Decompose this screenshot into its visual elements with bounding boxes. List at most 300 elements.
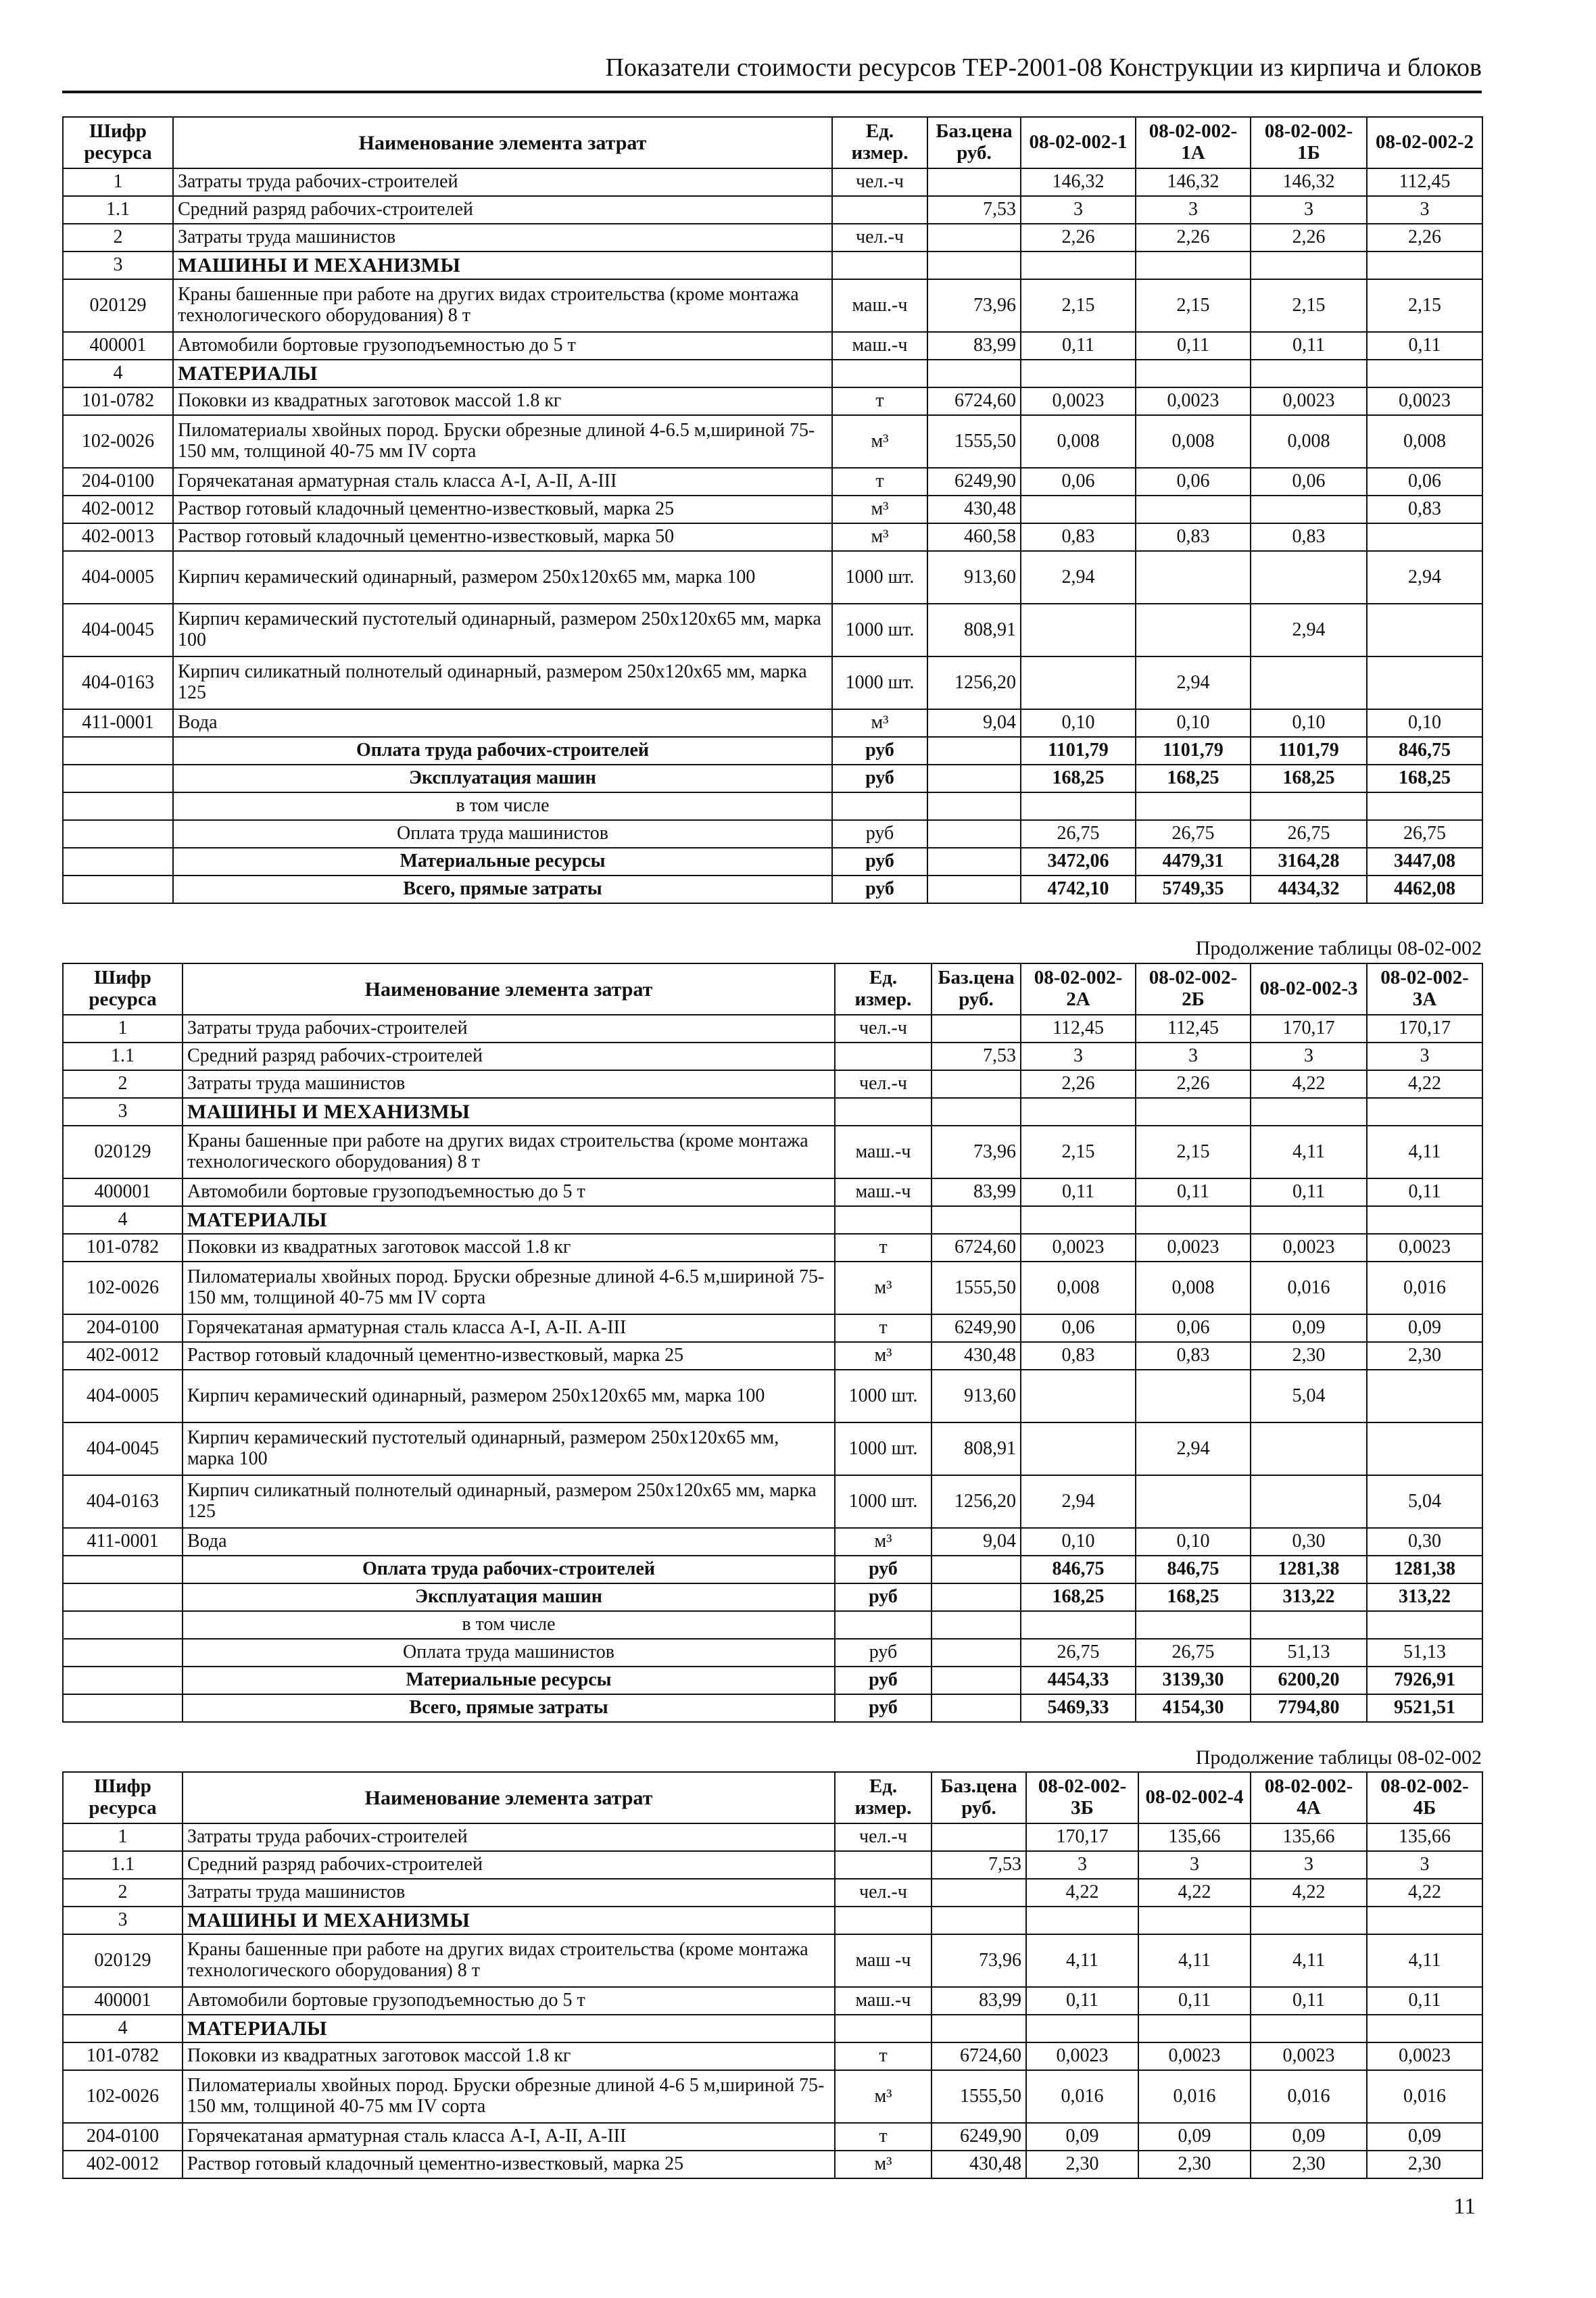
variant-value-cell: 0,10 xyxy=(1136,709,1251,737)
col-code-header: Шифр ресурса xyxy=(63,963,183,1015)
resource-code-cell: 402-0013 xyxy=(63,523,173,551)
variant-value-cell: 3 xyxy=(1367,1043,1482,1070)
base-price-cell: 808,91 xyxy=(932,1422,1021,1475)
table-row xyxy=(63,1015,1482,1043)
variant-value-cell: 2,30 xyxy=(1026,2151,1138,2178)
unit-cell: м³ xyxy=(835,2070,932,2123)
cost-element-name-cell: Краны башенные при работе на других видах строительства (кроме монтажа технологического оборудования) 8 т xyxy=(183,1934,835,1987)
resource-code-cell: 402-0012 xyxy=(63,1342,183,1370)
resource-code-cell: 404-0005 xyxy=(63,1370,183,1422)
resource-code-cell: 1.1 xyxy=(63,196,173,224)
cost-element-name-cell: Поковки из квадратных заготовок массой 1.8 кг xyxy=(183,2042,835,2070)
table-row xyxy=(63,1987,1482,2015)
variant-value-cell xyxy=(1367,252,1482,279)
variant-value-cell: 0,06 xyxy=(1251,468,1367,496)
variant-value-cell: 0,0023 xyxy=(1136,387,1251,415)
table-row xyxy=(63,1314,1482,1342)
variant-value-cell xyxy=(1021,252,1136,279)
variant-value-cell: 7926,91 xyxy=(1367,1667,1482,1694)
variant-value-cell: 3447,08 xyxy=(1367,848,1482,876)
base-price-cell xyxy=(932,1098,1021,1126)
table-body xyxy=(63,168,1482,903)
resource-code-cell: 4 xyxy=(63,360,173,387)
unit-cell: м³ xyxy=(835,1342,932,1370)
variant-value-cell xyxy=(1251,1098,1367,1126)
resource-code-cell: 204-0100 xyxy=(63,1314,183,1342)
col-variant-header: 08-02-002-2 xyxy=(1367,117,1482,168)
variant-value-cell: 5749,35 xyxy=(1136,876,1251,903)
base-price-cell xyxy=(932,1694,1021,1722)
variant-value-cell: 0,09 xyxy=(1367,2123,1482,2151)
base-price-cell: 6724,60 xyxy=(932,2042,1026,2070)
variant-value-cell: 170,17 xyxy=(1026,1823,1138,1851)
variant-value-cell: 4,11 xyxy=(1026,1934,1138,1987)
resource-code-cell xyxy=(63,1694,183,1722)
base-price-cell: 7,53 xyxy=(932,1851,1026,1879)
variant-value-cell: 135,66 xyxy=(1138,1823,1251,1851)
table-row xyxy=(63,1178,1482,1206)
variant-value-cell: 168,25 xyxy=(1021,1583,1136,1611)
col-variant-header: 08-02-002-4 xyxy=(1138,1772,1251,1823)
unit-cell xyxy=(832,360,927,387)
variant-value-cell: 2,94 xyxy=(1136,656,1251,709)
col-variant-header: 08-02-002-4Б xyxy=(1367,1772,1482,1823)
variant-value-cell: 0,10 xyxy=(1021,1528,1136,1556)
unit-cell xyxy=(832,792,927,820)
resource-code-cell: 1 xyxy=(63,1823,183,1851)
cost-element-name-cell: Всего, прямые затраты xyxy=(173,876,832,903)
page-title: Показатели стоимости ресурсов ТЕР-2001-08 Конструкции из кирпича и блоков xyxy=(605,53,1482,82)
base-price-cell xyxy=(932,2015,1026,2042)
unit-cell: руб xyxy=(832,876,927,903)
base-price-cell: 430,48 xyxy=(932,2151,1026,2178)
cost-element-name-cell: Раствор готовый кладочный цементно-известковый, марка 50 xyxy=(173,523,832,551)
resource-code-cell: 2 xyxy=(63,1070,183,1098)
variant-value-cell: 3472,06 xyxy=(1021,848,1136,876)
col-name-header: Наименование элемента затрат xyxy=(183,1772,835,1823)
resource-code-cell: 3 xyxy=(63,252,173,279)
variant-value-cell: 170,17 xyxy=(1251,1015,1367,1043)
cost-element-name-cell: Материальные ресурсы xyxy=(173,848,832,876)
variant-value-cell: 168,25 xyxy=(1136,1583,1251,1611)
variant-value-cell: 4,22 xyxy=(1026,1879,1138,1907)
summary-row xyxy=(63,737,1482,765)
table-row xyxy=(63,496,1482,523)
variant-value-cell: 168,25 xyxy=(1251,765,1367,792)
table-header-row xyxy=(63,963,1482,1015)
variant-value-cell: 0,0023 xyxy=(1138,2042,1251,2070)
variant-value-cell xyxy=(1021,496,1136,523)
cost-element-name-cell: Раствор готовый кладочный цементно-известковый, марка 25 xyxy=(183,2151,835,2178)
unit-cell: м³ xyxy=(832,496,927,523)
resource-code-cell xyxy=(63,1639,183,1667)
variant-value-cell xyxy=(1138,2015,1251,2042)
cost-element-name-cell: Средний разряд рабочих-строителей xyxy=(183,1851,835,1879)
col-code-header: Шифр ресурса xyxy=(63,1772,183,1823)
variant-value-cell: 0,016 xyxy=(1251,1262,1367,1314)
variant-value-cell xyxy=(1367,792,1482,820)
variant-value-cell xyxy=(1136,1098,1251,1126)
base-price-cell xyxy=(927,792,1021,820)
variant-value-cell xyxy=(1251,1206,1367,1234)
unit-cell: чел.-ч xyxy=(832,224,927,252)
resource-code-cell: 411-0001 xyxy=(63,1528,183,1556)
section-row xyxy=(63,2015,1482,2042)
cost-element-name-cell: Пиломатериалы хвойных пород. Бруски обрезные длиной 4-6.5 м,шириной 75-150 мм, толщиной 40-75 мм IV сорта xyxy=(173,415,832,468)
base-price-cell: 1256,20 xyxy=(927,656,1021,709)
variant-value-cell: 0,0023 xyxy=(1251,2042,1367,2070)
table-header-row xyxy=(63,1772,1482,1823)
base-price-cell xyxy=(932,1639,1021,1667)
base-price-cell xyxy=(927,737,1021,765)
table-row xyxy=(63,1879,1482,1907)
variant-value-cell xyxy=(1026,1907,1138,1934)
unit-cell: т xyxy=(835,1314,932,1342)
variant-value-cell xyxy=(1136,1206,1251,1234)
variant-value-cell xyxy=(1021,1422,1136,1475)
col-variant-header: 08-02-002-2Б xyxy=(1136,963,1251,1015)
resource-code-cell xyxy=(63,792,173,820)
table-row xyxy=(63,468,1482,496)
variant-value-cell: 0,09 xyxy=(1251,1314,1367,1342)
variant-value-cell: 2,26 xyxy=(1136,224,1251,252)
resource-code-cell: 3 xyxy=(63,1907,183,1934)
variant-value-cell xyxy=(1367,360,1482,387)
variant-value-cell xyxy=(1367,523,1482,551)
table-row xyxy=(63,1934,1482,1987)
variant-value-cell: 2,30 xyxy=(1367,1342,1482,1370)
resource-code-cell: 101-0782 xyxy=(63,2042,183,2070)
variant-value-cell xyxy=(1251,551,1367,604)
variant-value-cell: 146,32 xyxy=(1136,168,1251,196)
table-row xyxy=(63,551,1482,604)
resource-code-cell: 204-0100 xyxy=(63,468,173,496)
summary-row xyxy=(63,1611,1482,1639)
variant-value-cell: 26,75 xyxy=(1021,820,1136,848)
variant-value-cell xyxy=(1367,1098,1482,1126)
unit-cell: маш.-ч xyxy=(832,279,927,332)
unit-cell xyxy=(832,196,927,224)
unit-cell: т xyxy=(832,387,927,415)
base-price-cell: 808,91 xyxy=(927,604,1021,656)
cost-element-name-cell: Кирпич керамический одинарный, размером 250х120х65 мм, марка 100 xyxy=(173,551,832,604)
variant-value-cell: 1101,79 xyxy=(1021,737,1136,765)
variant-value-cell: 0,0023 xyxy=(1021,387,1136,415)
resource-code-cell: 102-0026 xyxy=(63,415,173,468)
cost-element-name-cell: Вода xyxy=(183,1528,835,1556)
variant-value-cell: 0,83 xyxy=(1136,1342,1251,1370)
base-price-cell xyxy=(927,765,1021,792)
unit-cell: м³ xyxy=(832,415,927,468)
variant-value-cell xyxy=(1021,792,1136,820)
variant-value-cell: 2,15 xyxy=(1136,1126,1251,1178)
variant-value-cell: 0,016 xyxy=(1138,2070,1251,2123)
variant-value-cell: 7794,80 xyxy=(1251,1694,1367,1722)
variant-value-cell: 5,04 xyxy=(1251,1370,1367,1422)
unit-cell: руб xyxy=(832,820,927,848)
cost-element-name-cell: МАТЕРИАЛЫ xyxy=(183,1206,835,1234)
unit-cell: 1000 шт. xyxy=(835,1422,932,1475)
continuation-label: Продолжение таблицы 08-02-002 xyxy=(1195,937,1482,959)
unit-cell xyxy=(835,1206,932,1234)
variant-value-cell: 112,45 xyxy=(1136,1015,1251,1043)
continuation-label: Продолжение таблицы 08-02-002 xyxy=(1195,1746,1482,1769)
variant-value-cell: 0,008 xyxy=(1136,415,1251,468)
unit-cell: чел.-ч xyxy=(832,168,927,196)
unit-cell: м³ xyxy=(832,709,927,737)
variant-value-cell: 0,0023 xyxy=(1251,1234,1367,1262)
cost-element-name-cell: Горячекатаная арматурная сталь класса А-I, А-II. А-III xyxy=(183,1314,835,1342)
variant-value-cell: 846,75 xyxy=(1367,737,1482,765)
col-variant-header: 08-02-002-4А xyxy=(1251,1772,1367,1823)
cost-element-name-cell: МАТЕРИАЛЫ xyxy=(183,2015,835,2042)
resource-code-cell: 404-0163 xyxy=(63,656,173,709)
variant-value-cell: 0,008 xyxy=(1021,1262,1136,1314)
variant-value-cell: 4,11 xyxy=(1251,1126,1367,1178)
variant-value-cell xyxy=(1251,1422,1367,1475)
resource-code-cell xyxy=(63,876,173,903)
variant-value-cell: 4434,32 xyxy=(1251,876,1367,903)
variant-value-cell: 0,06 xyxy=(1021,1314,1136,1342)
cost-element-name-cell: Эксплуатация машин xyxy=(173,765,832,792)
table-row xyxy=(63,1823,1482,1851)
table-row xyxy=(63,604,1482,656)
resource-code-cell: 404-0045 xyxy=(63,1422,183,1475)
table-row xyxy=(63,1234,1482,1262)
resource-code-cell xyxy=(63,1667,183,1694)
variant-value-cell: 0,83 xyxy=(1021,523,1136,551)
resource-code-cell: 1.1 xyxy=(63,1043,183,1070)
variant-value-cell: 2,26 xyxy=(1021,1070,1136,1098)
unit-cell: т xyxy=(835,2042,932,2070)
unit-cell: 1000 шт. xyxy=(835,1370,932,1422)
table-row xyxy=(63,1342,1482,1370)
variant-value-cell: 2,30 xyxy=(1367,2151,1482,2178)
variant-value-cell: 2,26 xyxy=(1251,224,1367,252)
section-row xyxy=(63,252,1482,279)
variant-value-cell: 2,94 xyxy=(1021,1475,1136,1528)
table-row xyxy=(63,1262,1482,1314)
summary-row xyxy=(63,876,1482,903)
unit-cell xyxy=(832,252,927,279)
variant-value-cell: 112,45 xyxy=(1021,1015,1136,1043)
table-row xyxy=(63,2042,1482,2070)
cost-element-name-cell: Затраты труда рабочих-строителей xyxy=(173,168,832,196)
base-price-cell: 83,99 xyxy=(932,1987,1026,2015)
variant-value-cell: 0,11 xyxy=(1136,1178,1251,1206)
variant-value-cell: 0,0023 xyxy=(1251,387,1367,415)
section-row xyxy=(63,360,1482,387)
table-row xyxy=(63,168,1482,196)
cost-element-name-cell: МАТЕРИАЛЫ xyxy=(173,360,832,387)
col-name-header: Наименование элемента затрат xyxy=(173,117,832,168)
base-price-cell: 913,60 xyxy=(927,551,1021,604)
base-price-cell: 7,53 xyxy=(927,196,1021,224)
cost-element-name-cell: Горячекатаная арматурная сталь класса А-I, А-II, А-III xyxy=(173,468,832,496)
base-price-cell: 430,48 xyxy=(932,1342,1021,1370)
base-price-cell xyxy=(932,1823,1026,1851)
cost-element-name-cell: Оплата труда рабочих-строителей xyxy=(183,1556,835,1583)
variant-value-cell: 168,25 xyxy=(1367,765,1482,792)
base-price-cell xyxy=(927,848,1021,876)
cost-element-name-cell: Автомобили бортовые грузоподъемностью до 5 т xyxy=(183,1178,835,1206)
variant-value-cell xyxy=(1136,1475,1251,1528)
table-row xyxy=(63,1851,1482,1879)
resource-code-cell: 102-0026 xyxy=(63,1262,183,1314)
cost-element-name-cell: Эксплуатация машин xyxy=(183,1583,835,1611)
resource-code-cell: 1 xyxy=(63,1015,183,1043)
variant-value-cell xyxy=(1251,1907,1367,1934)
variant-value-cell: 3 xyxy=(1367,196,1482,224)
base-price-cell: 430,48 xyxy=(927,496,1021,523)
cost-element-name-cell: Затраты труда машинистов xyxy=(173,224,832,252)
variant-value-cell: 3 xyxy=(1136,196,1251,224)
base-price-cell xyxy=(932,1556,1021,1583)
cost-element-name-cell: Оплата труда машинистов xyxy=(183,1639,835,1667)
col-variant-header: 08-02-002-1А xyxy=(1136,117,1251,168)
variant-value-cell xyxy=(1021,604,1136,656)
variant-value-cell: 0,11 xyxy=(1367,1987,1482,2015)
base-price-cell: 73,96 xyxy=(927,279,1021,332)
variant-value-cell: 2,26 xyxy=(1367,224,1482,252)
unit-cell: руб xyxy=(835,1583,932,1611)
variant-value-cell: 0,0023 xyxy=(1021,1234,1136,1262)
resource-code-cell: 404-0163 xyxy=(63,1475,183,1528)
base-price-cell xyxy=(932,1667,1021,1694)
variant-value-cell: 1281,38 xyxy=(1367,1556,1482,1583)
cost-element-name-cell: Поковки из квадратных заготовок массой 1.8 кг xyxy=(173,387,832,415)
variant-value-cell xyxy=(1136,496,1251,523)
base-price-cell xyxy=(927,168,1021,196)
resource-table-2 xyxy=(62,963,1483,1723)
variant-value-cell xyxy=(1136,360,1251,387)
variant-value-cell: 4462,08 xyxy=(1367,876,1482,903)
table-row xyxy=(63,196,1482,224)
variant-value-cell: 3164,28 xyxy=(1251,848,1367,876)
unit-cell: т xyxy=(832,468,927,496)
variant-value-cell: 4,22 xyxy=(1251,1879,1367,1907)
variant-value-cell: 0,09 xyxy=(1138,2123,1251,2151)
variant-value-cell: 6200,20 xyxy=(1251,1667,1367,1694)
col-name-header: Наименование элемента затрат xyxy=(183,963,835,1015)
unit-cell: маш.-ч xyxy=(835,1987,932,2015)
table-row xyxy=(63,1126,1482,1178)
cost-element-name-cell: МАШИНЫ И МЕХАНИЗМЫ xyxy=(183,1907,835,1934)
resource-code-cell: 404-0045 xyxy=(63,604,173,656)
base-price-cell xyxy=(932,1879,1026,1907)
variant-value-cell: 0,06 xyxy=(1136,468,1251,496)
table-row xyxy=(63,1528,1482,1556)
cost-element-name-cell: МАШИНЫ И МЕХАНИЗМЫ xyxy=(173,252,832,279)
variant-value-cell xyxy=(1021,1611,1136,1639)
variant-value-cell: 313,22 xyxy=(1251,1583,1367,1611)
variant-value-cell: 0,10 xyxy=(1021,709,1136,737)
resource-code-cell xyxy=(63,1583,183,1611)
variant-value-cell xyxy=(1021,656,1136,709)
cost-element-name-cell: Поковки из квадратных заготовок массой 1.8 кг xyxy=(183,1234,835,1262)
resource-code-cell: 101-0782 xyxy=(63,1234,183,1262)
variant-value-cell: 170,17 xyxy=(1367,1015,1482,1043)
unit-cell: маш.-ч xyxy=(835,1178,932,1206)
variant-value-cell xyxy=(1026,2015,1138,2042)
base-price-cell xyxy=(932,1583,1021,1611)
base-price-cell xyxy=(932,1015,1021,1043)
summary-row xyxy=(63,848,1482,876)
cost-element-name-cell: Затраты труда рабочих-строителей xyxy=(183,1015,835,1043)
variant-value-cell: 3 xyxy=(1021,1043,1136,1070)
summary-row xyxy=(63,765,1482,792)
unit-cell: 1000 шт. xyxy=(832,551,927,604)
resource-code-cell: 411-0001 xyxy=(63,709,173,737)
cost-element-name-cell: Кирпич силикатный полнотелый одинарный, размером 250х120х65 мм, марка 125 xyxy=(173,656,832,709)
section-row xyxy=(63,1206,1482,1234)
variant-value-cell: 0,09 xyxy=(1026,2123,1138,2151)
variant-value-cell: 4,11 xyxy=(1138,1934,1251,1987)
unit-cell: руб xyxy=(835,1556,932,1583)
resource-code-cell: 4 xyxy=(63,1206,183,1234)
variant-value-cell: 3139,30 xyxy=(1136,1667,1251,1694)
variant-value-cell: 0,10 xyxy=(1136,1528,1251,1556)
cost-element-name-cell: Краны башенные при работе на других видах строительства (кроме монтажа технологического оборудования) 8 т xyxy=(183,1126,835,1178)
unit-cell: т xyxy=(835,1234,932,1262)
unit-cell: руб xyxy=(835,1639,932,1667)
table-body xyxy=(63,1015,1482,1722)
cost-element-name-cell: Пиломатериалы хвойных пород. Бруски обрезные длиной 4-6.5 м,шириной 75-150 мм, толщиной 40-75 мм IV сорта xyxy=(183,1262,835,1314)
unit-cell: м³ xyxy=(832,523,927,551)
variant-value-cell xyxy=(1367,1422,1482,1475)
variant-value-cell: 2,26 xyxy=(1021,224,1136,252)
variant-value-cell xyxy=(1021,360,1136,387)
unit-cell: маш -ч xyxy=(835,1934,932,1987)
variant-value-cell xyxy=(1367,1206,1482,1234)
variant-value-cell: 3 xyxy=(1251,1043,1367,1070)
variant-value-cell: 0,11 xyxy=(1251,332,1367,360)
variant-value-cell: 2,15 xyxy=(1251,279,1367,332)
variant-value-cell xyxy=(1251,792,1367,820)
variant-value-cell: 2,26 xyxy=(1136,1070,1251,1098)
variant-value-cell xyxy=(1021,1206,1136,1234)
base-price-cell: 6249,90 xyxy=(932,2123,1026,2151)
variant-value-cell: 0,11 xyxy=(1367,332,1482,360)
base-price-cell: 83,99 xyxy=(927,332,1021,360)
resource-code-cell: 400001 xyxy=(63,1178,183,1206)
cost-element-name-cell: Автомобили бортовые грузоподъемностью до 5 т xyxy=(183,1987,835,2015)
unit-cell: руб xyxy=(832,765,927,792)
variant-value-cell xyxy=(1136,1611,1251,1639)
resource-code-cell: 400001 xyxy=(63,332,173,360)
cost-element-name-cell: Оплата труда рабочих-строителей xyxy=(173,737,832,765)
variant-value-cell: 313,22 xyxy=(1367,1583,1482,1611)
base-price-cell xyxy=(927,224,1021,252)
variant-value-cell xyxy=(1251,252,1367,279)
unit-cell: руб xyxy=(832,737,927,765)
summary-row xyxy=(63,1694,1482,1722)
col-variant-header: 08-02-002-2А xyxy=(1021,963,1136,1015)
resource-code-cell: 204-0100 xyxy=(63,2123,183,2151)
unit-cell: т xyxy=(835,2123,932,2151)
summary-row xyxy=(63,820,1482,848)
col-variant-header: 08-02-002-1Б xyxy=(1251,117,1367,168)
variant-value-cell: 0,11 xyxy=(1021,332,1136,360)
variant-value-cell: 0,016 xyxy=(1367,2070,1482,2123)
base-price-cell: 73,96 xyxy=(932,1934,1026,1987)
summary-row xyxy=(63,1583,1482,1611)
variant-value-cell: 26,75 xyxy=(1136,820,1251,848)
variant-value-cell: 0,83 xyxy=(1367,496,1482,523)
col-code-header: Шифр ресурса xyxy=(63,117,173,168)
variant-value-cell: 2,15 xyxy=(1021,1126,1136,1178)
base-price-cell xyxy=(927,360,1021,387)
